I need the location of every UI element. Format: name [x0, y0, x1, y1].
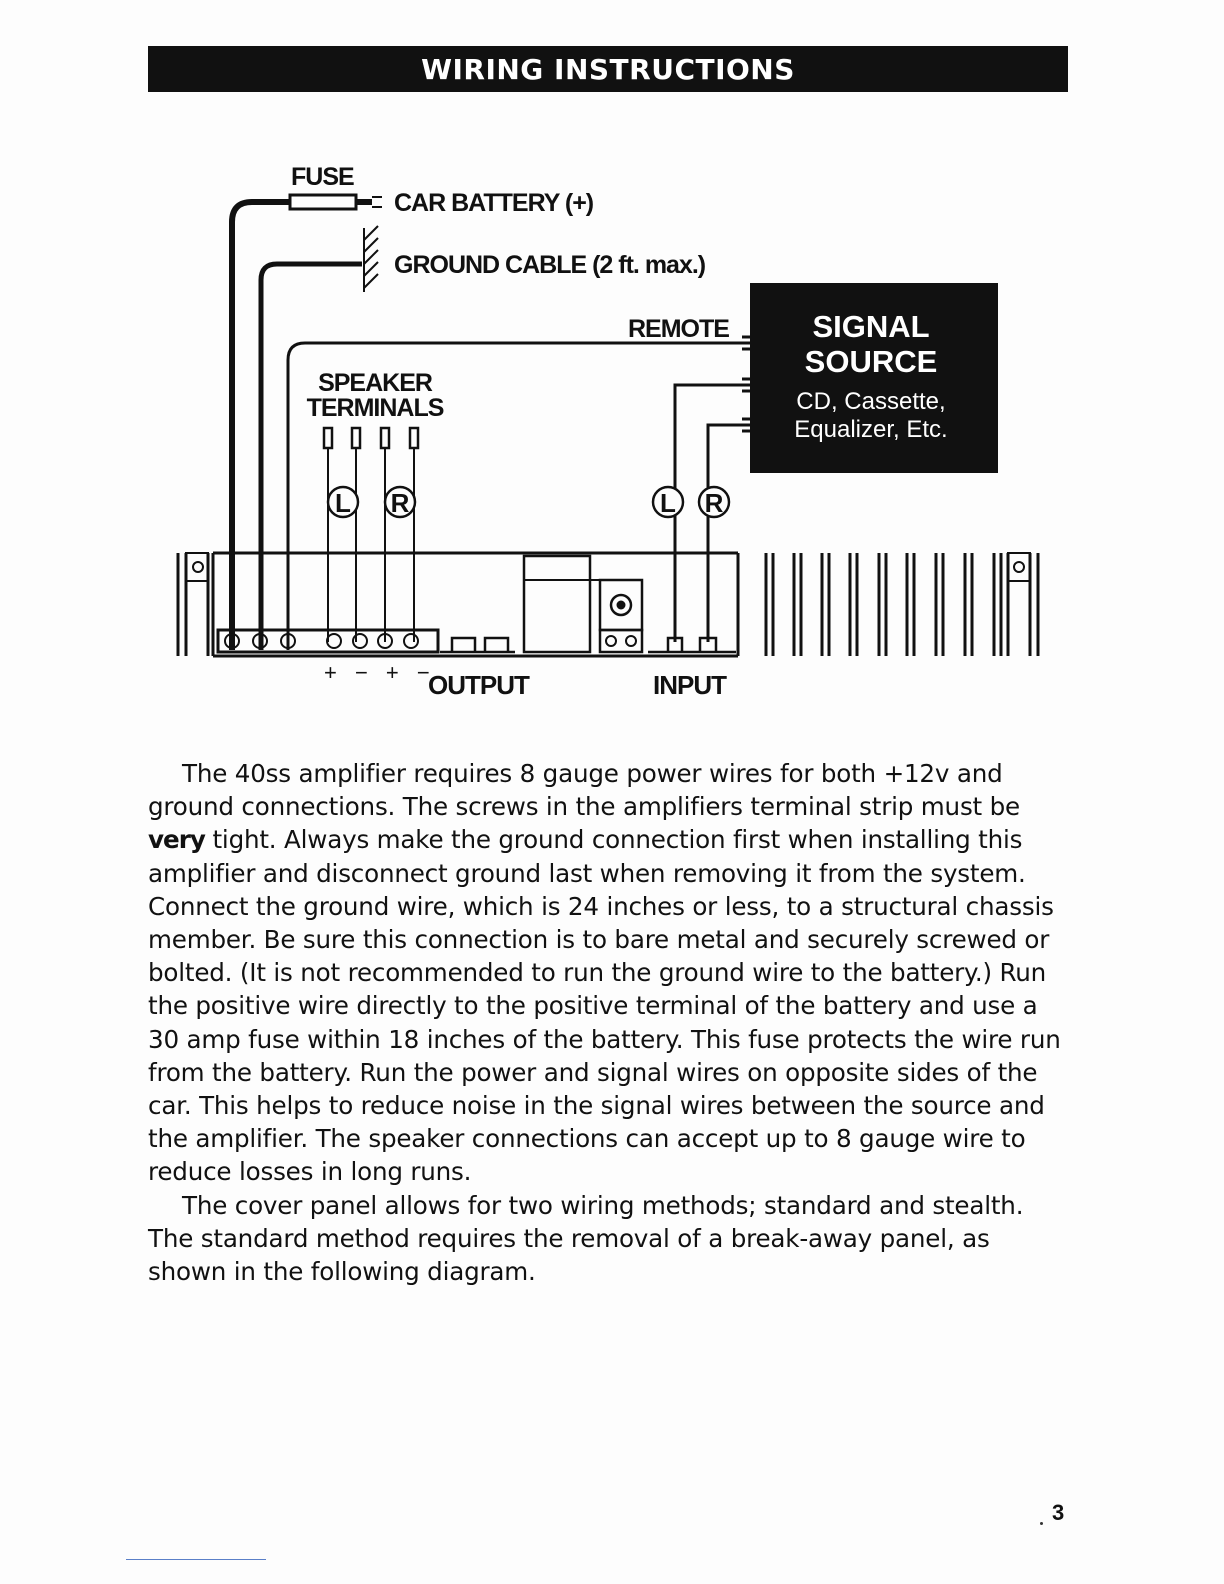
control-block	[524, 556, 590, 652]
remote-label: REMOTE	[628, 315, 729, 343]
signal-source-desc-2: Equalizer, Etc.	[794, 416, 948, 443]
output-label: OUTPUT	[428, 670, 529, 700]
wiring-diagram	[0, 0, 1224, 730]
output-left-letter: L	[335, 488, 351, 518]
ground-wire	[261, 264, 362, 650]
output-jacks	[440, 638, 515, 652]
paragraph-2: The cover panel allows for two wiring methods; standard and stealth. The standard method requires the removal of a break-away panel, as shown in the following diagram.	[148, 1190, 1024, 1287]
speaker-terminals-label-1: SPEAKER	[318, 369, 432, 397]
footer-line	[126, 1559, 266, 1560]
speaker-wires	[328, 448, 414, 642]
speaker-terminal-plugs	[324, 428, 418, 448]
terminal-screws	[225, 634, 418, 648]
fuse-symbol	[290, 195, 356, 209]
fuse-label: FUSE	[291, 163, 354, 191]
page-number: 3	[1052, 1500, 1065, 1525]
input-label: INPUT	[653, 670, 726, 700]
car-battery-label: CAR BATTERY (+)	[394, 189, 594, 217]
signal-source-title-2: SOURCE	[804, 344, 938, 379]
output-right-letter: R	[390, 488, 410, 518]
polarity-marks: + − + −	[324, 660, 436, 685]
input-right-letter: R	[704, 488, 724, 518]
ground-symbol	[364, 226, 378, 292]
input-jacks	[648, 638, 736, 652]
signal-source-title-1: SIGNAL	[812, 309, 930, 344]
page-title: WIRING INSTRUCTIONS	[148, 46, 1068, 92]
signal-source-desc-1: CD, Cassette,	[796, 388, 946, 415]
speaker-terminals-label-2: TERMINALS	[306, 394, 444, 422]
ground-cable-label: GROUND CABLE (2 ft. max.)	[394, 251, 706, 279]
emphasis-very: very	[148, 825, 205, 855]
paragraph-1: The 40ss amplifier requires 8 gauge power wires for both +12v and ground connections. The screws in the amplifiers terminal strip must be very tight. Always make the ground connection first when installing this amplifier and disconnect ground last when removing it from the system. Connect the ground wire, which is 24 inches or less, to a structural chassis member. Be sure this connection is to bare metal and securely screwed or bolted. (It is not recommended to run the ground wire to the battery.) Run the positive wire directly to the positive terminal of the battery and use a 30 amp fuse within 18 inches of the battery. This fuse protects the wire run from the battery. Run the power and signal wires on opposite sides of the car. This helps to reduce noise in the signal wires between the source and the amplifier. The speaker connections can accept up to 8 gauge wire to reduce losses in long runs.	[148, 759, 1061, 1187]
amplifier-chassis	[178, 553, 1038, 656]
body-text	[148, 757, 1073, 1288]
heatsink-fins	[766, 553, 1001, 656]
input-left-letter: L	[660, 488, 676, 518]
page-dot	[1040, 1522, 1043, 1525]
